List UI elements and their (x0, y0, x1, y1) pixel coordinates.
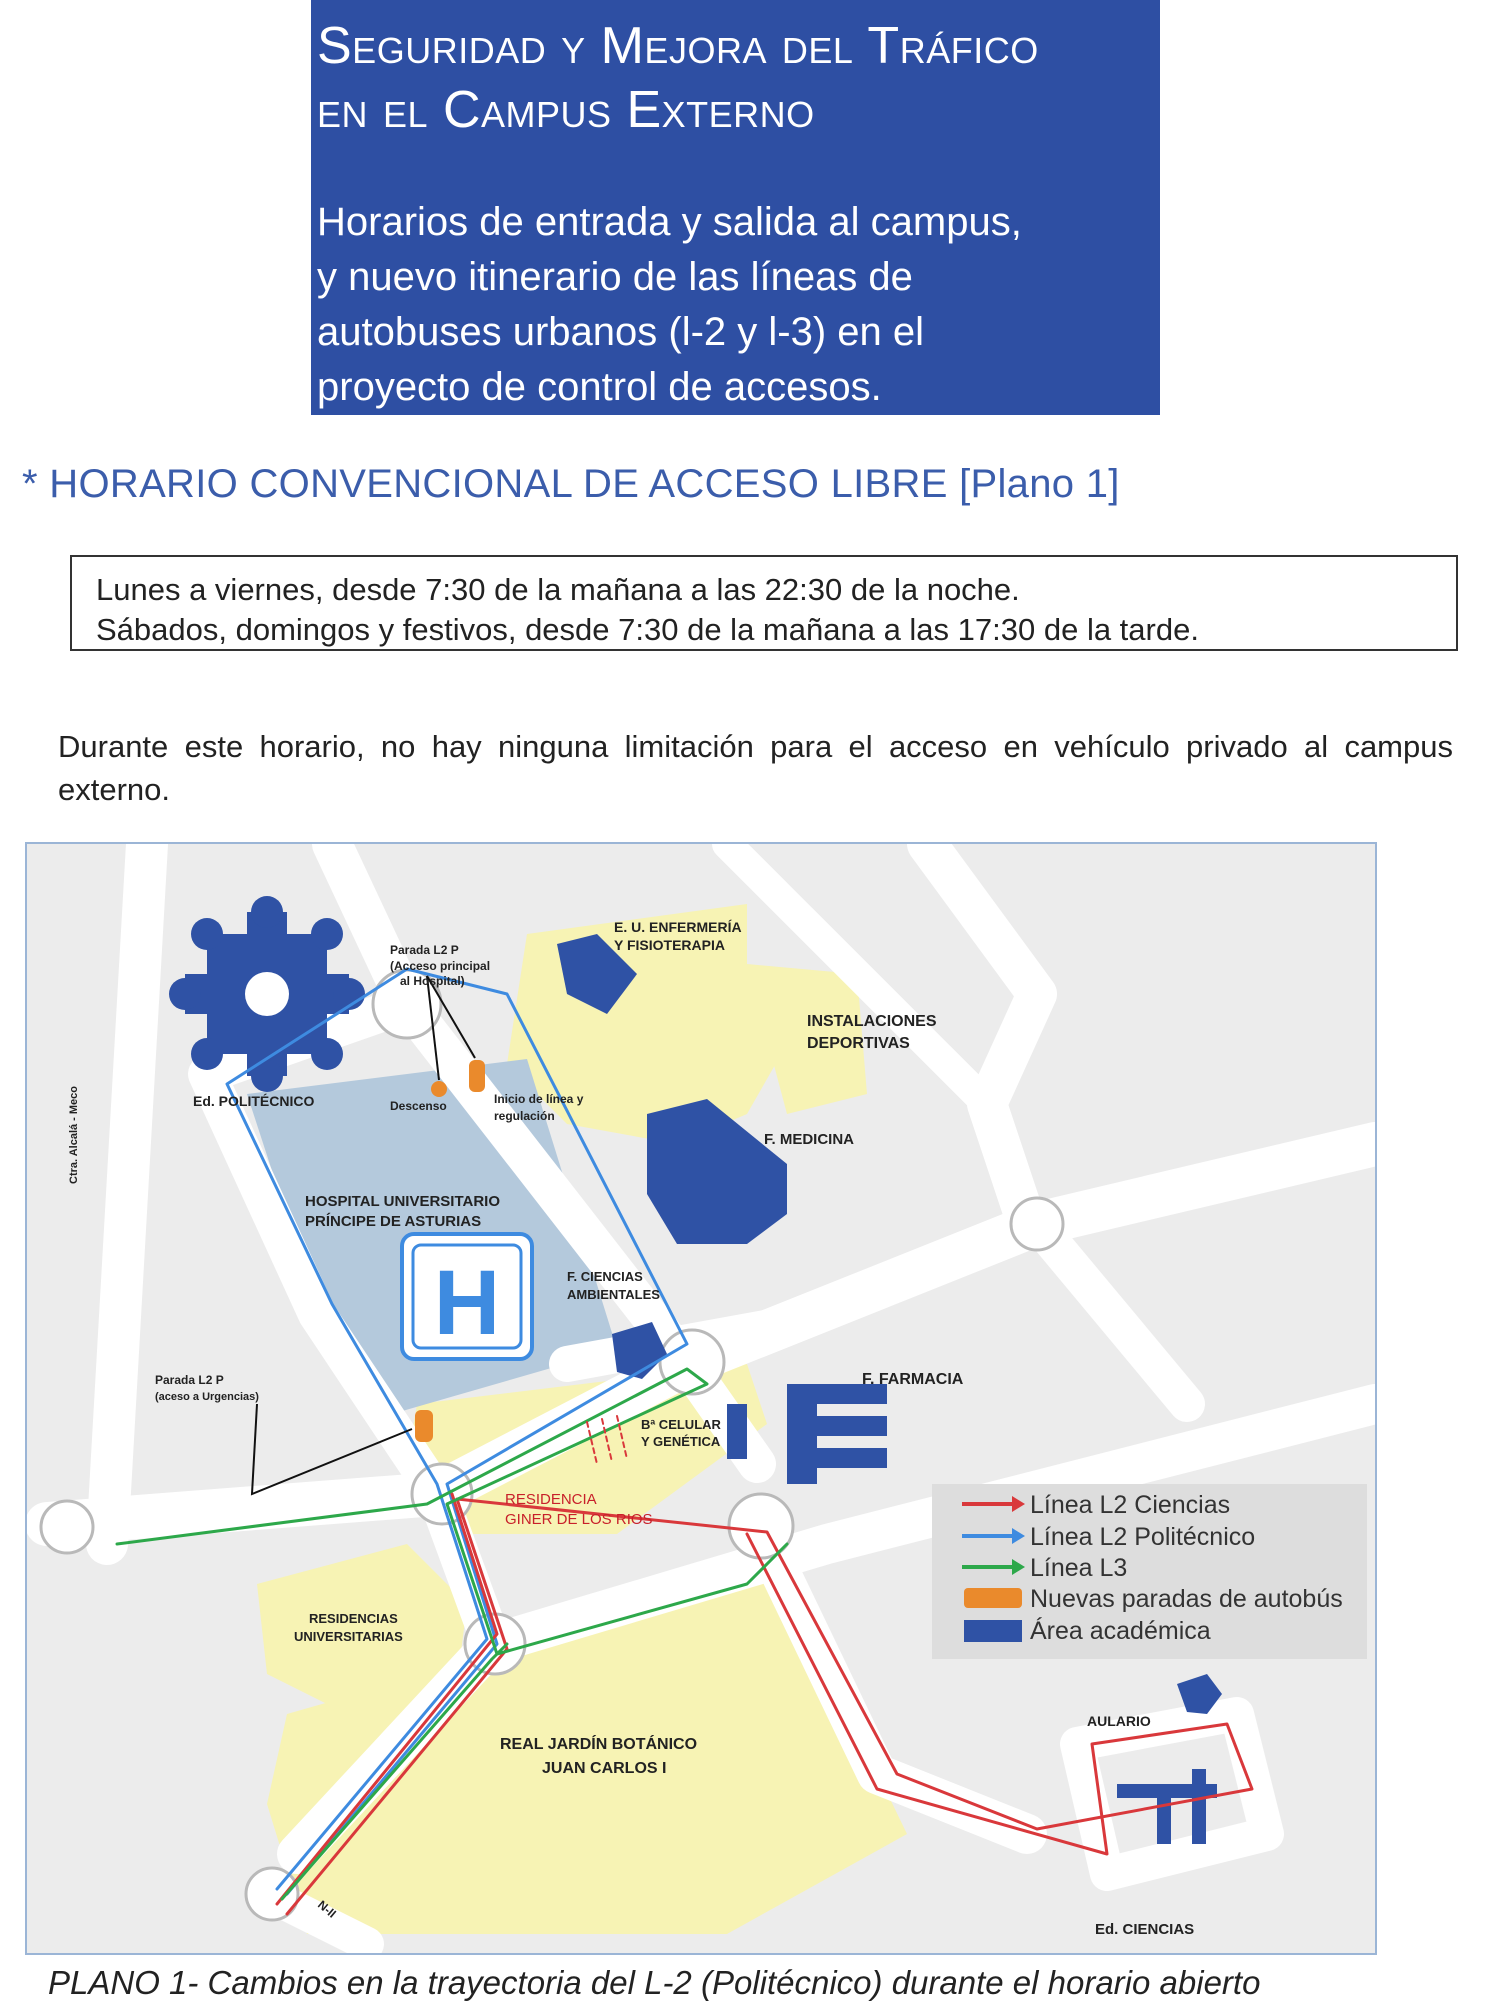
stop-urgencias (415, 1410, 433, 1442)
map-legend (932, 1484, 1367, 1659)
hours-weekend: Sábados, domingos y festivos, desde 7:30 de la mañana a las 17:30 de la tarde. (96, 612, 1199, 647)
roundabout-west (41, 1501, 93, 1553)
roundabout-ambientales (660, 1330, 724, 1394)
label-stop-main-3: al Hospital) (400, 974, 465, 988)
hospital-sign (402, 1234, 532, 1359)
label-stop-urg-2: (aceso a Urgencias) (155, 1391, 259, 1403)
label-ciencias-amb-2: AMBIENTALES (567, 1287, 660, 1302)
legend-swatch-academica (964, 1620, 1022, 1642)
label-inicio-1: Inicio de línea y (494, 1092, 584, 1106)
label-stop-main-1: Parada L2 P (390, 943, 459, 957)
subtitle-line-1: Horarios de entrada y salida al campus, (317, 200, 1022, 244)
label-hospital-2: PRÍNCIPE DE ASTURIAS (305, 1213, 482, 1230)
label-aulario: AULARIO (1087, 1713, 1151, 1729)
map-caption: PLANO 1- Cambios en la trayectoria del L-2 (Politécnico) durante el horario abierto (48, 1964, 1261, 2001)
title-line-1: Seguridad y Mejora del Tráfico (317, 17, 1039, 75)
subtitle-line-3: autobuses urbanos (l-2 y l-3) en el (317, 310, 924, 354)
label-politecnico: Ed. POLITÉCNICO (193, 1093, 315, 1109)
roundabout-north-east (1011, 1198, 1063, 1250)
legend-label-academica: Área académica (1030, 1617, 1211, 1645)
label-residencia-2: GINER DE LOS RIOS (505, 1511, 653, 1528)
building-biologia (727, 1404, 747, 1459)
label-instalaciones-1: INSTALACIONES (807, 1013, 937, 1030)
label-jardin-1: REAL JARDÍN BOTÁNICO (500, 1736, 698, 1753)
hours-box (70, 555, 1458, 651)
label-n2: N-II (315, 1897, 339, 1921)
legend-label-paradas: Nuevas paradas de autobús (1030, 1585, 1343, 1613)
label-ciencias: Ed. CIENCIAS (1095, 1921, 1195, 1938)
hours-weekdays: Lunes a viernes, desde 7:30 de la mañana a las 22:30 de la noche. (96, 572, 1020, 607)
label-descenso: Descenso (390, 1099, 447, 1113)
legend-label-l3: Línea L3 (1030, 1554, 1128, 1582)
label-residencia-1: RESIDENCIA (505, 1491, 597, 1508)
map-canvas (27, 844, 1375, 1953)
campus-map (25, 842, 1377, 1955)
subtitle-line-2: y nuevo itinerario de las líneas de (317, 255, 913, 299)
label-jardin-2: JUAN CARLOS I (542, 1760, 667, 1777)
section-heading: * HORARIO CONVENCIONAL DE ACCESO LIBRE [Plano 1] (22, 462, 1120, 506)
label-farmacia: F. FARMACIA (862, 1371, 964, 1388)
building-politecnico (169, 896, 365, 1092)
label-inicio-2: regulación (494, 1109, 555, 1123)
stop-inicio (469, 1060, 485, 1092)
legend-label-l2-ciencias: Línea L2 Ciencias (1030, 1491, 1231, 1519)
legend-item-academica (964, 1616, 1211, 1645)
label-stop-main-2: (Acceso principal (390, 959, 491, 973)
label-hospital-1: HOSPITAL UNIVERSITARIO (305, 1193, 501, 1210)
subtitle-line-4: proyecto de control de accesos. (317, 365, 882, 409)
legend-swatch-paradas (964, 1588, 1022, 1608)
label-stop-urg-1: Parada L2 P (155, 1373, 224, 1387)
label-residencias-univ-2: UNIVERSITARIAS (294, 1629, 403, 1644)
label-enfermeria-1: E. U. ENFERMERÍA (614, 919, 742, 935)
page-subtitle (317, 195, 1157, 415)
title-line-2: en el Campus Externo (317, 81, 815, 139)
label-instalaciones-2: DEPORTIVAS (807, 1035, 910, 1052)
label-enfermeria-2: Y FISIOTERAPIA (614, 937, 725, 953)
hospital-symbol: H (433, 1252, 501, 1354)
label-biologia-2: Y GENÉTICA (641, 1434, 721, 1449)
stop-descenso (431, 1081, 447, 1097)
header-banner (311, 0, 1160, 415)
label-biologia-1: Bª CELULAR (641, 1417, 721, 1432)
label-road-alcala: Ctra. Alcalá - Meco (68, 1085, 80, 1184)
access-paragraph: Durante este horario, no hay ninguna limitación para el acceso en vehículo privado al campus externo. (58, 729, 1453, 807)
page-title (317, 14, 1157, 142)
label-residencias-univ-1: RESIDENCIAS (309, 1611, 398, 1626)
label-ciencias-amb-1: F. CIENCIAS (567, 1269, 643, 1284)
legend-label-l2-politecnico: Línea L2 Politécnico (1030, 1523, 1256, 1551)
label-medicina: F. MEDICINA (764, 1131, 854, 1148)
